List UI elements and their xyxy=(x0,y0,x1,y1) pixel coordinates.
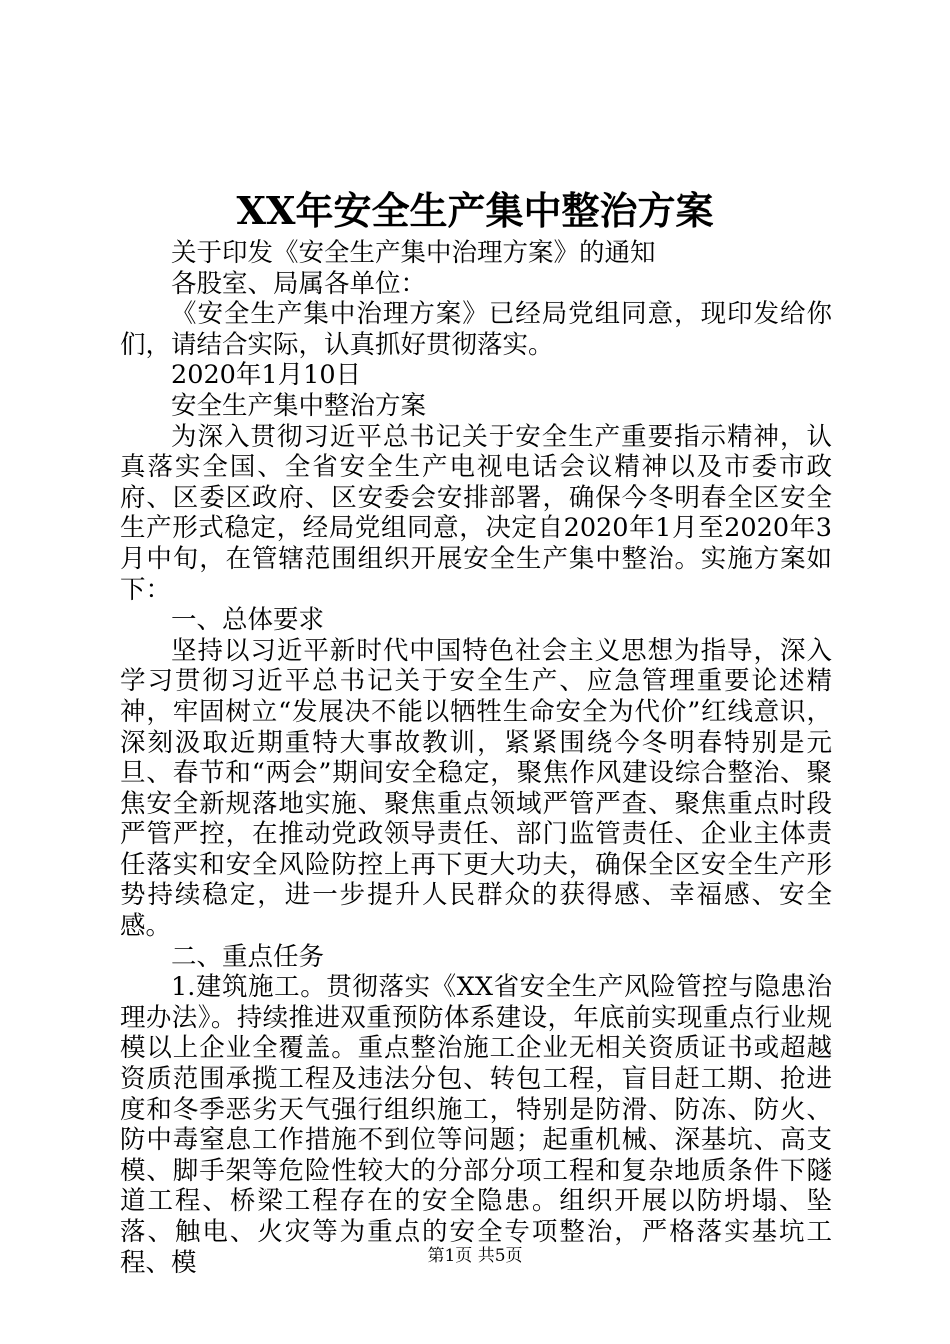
section-heading-tasks: 二、重点任务 xyxy=(171,941,325,972)
page-number-footer: 第1页 共5页 xyxy=(427,1246,523,1266)
plan-title-paragraph: 安全生产集中整治方案 xyxy=(171,390,427,421)
document-body xyxy=(120,238,832,1278)
intro-paragraph: 为深入贯彻习近平总书记关于安全生产重要指示精神，认真落实全国、全省安全生产电视电话会议精神以及市委市政府、区委区政府、区安委会安排部署，确保今冬明春全区安全生产形式稳定，经局党组同意，决定自2020年1月至2020年3月中旬，在管辖范围组织开展安全生产集中整治。实施方案如下： xyxy=(120,421,832,605)
construction-task-paragraph: 1.建筑施工。贯彻落实《XX省安全生产风险管控与隐患治理办法》。持续推进双重预防体系建设，年底前实现重点行业规模以上企业全覆盖。重点整治施工企业无相关资质证书或超越资质范围承揽工程及违法分包、转包工程，盲目赶工期、抢进度和冬季恶劣天气强行组织施工，特别是防滑、防冻、防火、防中毒窒息工作措施不到位等问题；起重机械、深基坑、高支模、脚手架等危险性较大的分部分项工程和复杂地质条件下隧道工程、桥梁工程存在的安全隐患。组织开展以防坍塌、坠落、触电、火灾等为重点的安全专项整治，严格落实基坑工程、模 xyxy=(120,972,832,1278)
notice-title-paragraph: 关于印发《安全生产集中治理方案》的通知 xyxy=(171,238,656,268)
notice-body-paragraph: 《安全生产集中治理方案》已经局党组同意，现印发给你们，请结合实际，认真抓好贯彻落实。 xyxy=(120,299,832,360)
section-heading-general: 一、总体要求 xyxy=(171,605,325,636)
date-paragraph: 2020年1月10日 xyxy=(171,360,362,391)
general-requirements-paragraph: 坚持以习近平新时代中国特色社会主义思想为指导，深入学习贯彻习近平总书记关于安全生产、应急管理重要论述精神，牢固树立“发展决不能以牺牲生命安全为代价”红线意识，深刻汲取近期重特大事故教训，紧紧围绕今冬明春特别是元旦、春节和“两会”期间安全稳定，聚焦作风建设综合整治、聚焦安全新规落地实施、聚焦重点领域严管严查、聚焦重点时段严管严控，在推动党政领导责任、部门监管责任、企业主体责任落实和安全风险防控上再下更大功夫，确保全区安全生产形势持续稳定，进一步提升人民群众的获得感、幸福感、安全感。 xyxy=(120,635,832,942)
document-title: XX年安全生产集中整治方案 xyxy=(236,188,714,233)
recipient-paragraph: 各股室、局属各单位： xyxy=(171,268,427,299)
